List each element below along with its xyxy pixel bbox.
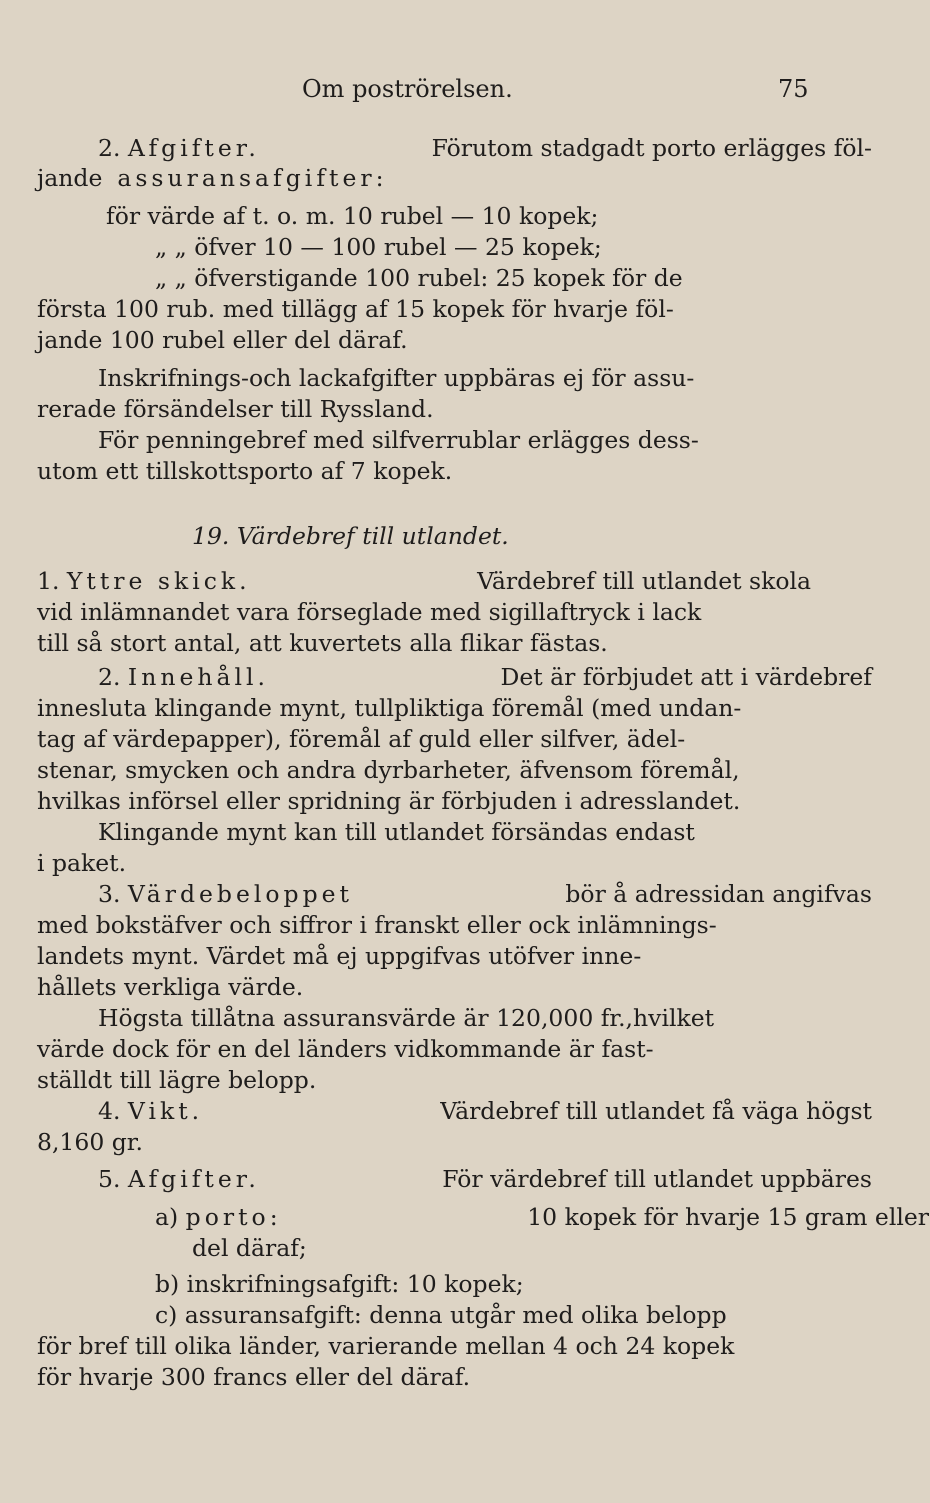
item-number: 2. [98,663,121,691]
spaced-label: assuransafgifter: [117,164,388,192]
running-title: Om poströrelsen. [302,75,513,103]
paragraph-line: i paket. [37,849,127,877]
item-number: 4. [98,1097,121,1125]
fee-line: „ „ öfverstigande 100 rubel: 25 kopek för de [155,264,683,292]
paragraph-text: Det är förbjudet att i värdebref [500,663,872,691]
paragraph-text: 10 kopek för hvarje 15 gram eller [527,1203,929,1231]
paragraph-text: Värdebref till utlandet skola [477,567,811,595]
item-number: 3. [98,880,121,908]
paragraph-text: Värdebref till utlandet få väga högst [440,1097,872,1125]
spaced-label: Yttre skick. [66,567,251,595]
item-number: 2. [98,134,121,162]
paragraph-line [37,661,872,693]
paragraph-line: till så stort antal, att kuvertets alla flikar fästas. [37,629,608,657]
paragraph-line: Inskrifnings-och lackafgifter uppbäras ej för assu- [98,364,695,392]
spaced-label: Vikt. [127,1097,204,1125]
section-heading: 19. Värdebref till utlandet. [192,522,509,550]
paragraph-line [37,565,811,597]
paragraph-line [37,132,872,164]
paragraph-line: med bokstäfver och siffror i franskt eller ock inlämnings- [37,911,717,939]
paragraph-line: landets mynt. Värdet må ej uppgifvas utöfver inne- [37,942,642,970]
paragraph-line: hållets verkliga värde. [37,973,304,1001]
paragraph-line [37,1163,872,1195]
spaced-label: Afgifter. [127,134,260,162]
paragraph-line: stenar, smycken och andra dyrbarheter, äfvensom föremål, [37,756,740,784]
paragraph-line [37,1095,872,1127]
list-marker: a) [155,1203,179,1231]
paragraph-line: tag af värdepapper), föremål af guld eller silfver, ädel- [37,725,686,753]
paragraph-line: vid inlämnandet vara förseglade med sigillaftryck i lack [37,598,702,626]
paragraph-line: hvilkas införsel eller spridning är förbjuden i adresslandet. [37,787,741,815]
paragraph-text: Förutom stadgadt porto erlägges föl- [431,134,872,162]
spaced-label: Värdebeloppet [127,880,353,908]
list-item-continuation: för bref till olika länder, varierande mellan 4 och 24 kopek [37,1332,735,1360]
paragraph-line [37,878,872,910]
paragraph-line: rerade försändelser till Ryssland. [37,395,434,423]
spaced-label: porto: [185,1203,282,1231]
paragraph-line: 8,160 gr. [37,1128,143,1156]
list-item: b) inskrifningsafgift: 10 kopek; [155,1270,524,1298]
paragraph-text: bör å adressidan angifvas [565,880,872,908]
fee-line: jande 100 rubel eller del däraf. [37,326,408,354]
paragraph-line: utom ett tillskottsporto af 7 kopek. [37,457,453,485]
spaced-label: Innehåll. [127,663,270,691]
paragraph-line: innesluta klingande mynt, tullpliktiga föremål (med undan- [37,694,742,722]
list-item-continuation: del däraf; [192,1234,307,1262]
paragraph-line: Högsta tillåtna assuransvärde är 120,000 fr.,hvilket [98,1004,715,1032]
spaced-label: Afgifter. [127,1165,260,1193]
paragraph-line: För penningebref med silfverrublar erlägges dess- [98,426,699,454]
item-number: 5. [98,1165,121,1193]
paragraph-line: Klingande mynt kan till utlandet försändas endast [98,818,695,846]
paragraph-text: jande [37,164,103,192]
paragraph-line [37,162,811,194]
list-item: c) assuransafgift: denna utgår med olika belopp [155,1301,727,1329]
fee-line: för värde af t. o. m. 10 rubel — 10 kopek; [106,202,599,230]
list-item-continuation: för hvarje 300 francs eller del däraf. [37,1363,471,1391]
page-number: 75 [778,75,809,103]
fee-line: „ „ öfver 10 — 100 rubel — 25 kopek; [155,233,602,261]
paragraph-line: ställdt till lägre belopp. [37,1066,317,1094]
list-item [37,1201,929,1233]
paragraph-text: För värdebref till utlandet uppbäres [442,1165,872,1193]
paragraph-line: värde dock för en del länders vidkommande är fast- [37,1035,654,1063]
item-number: 1. [37,567,60,595]
fee-line: första 100 rub. med tillägg af 15 kopek för hvarje föl- [37,295,674,323]
